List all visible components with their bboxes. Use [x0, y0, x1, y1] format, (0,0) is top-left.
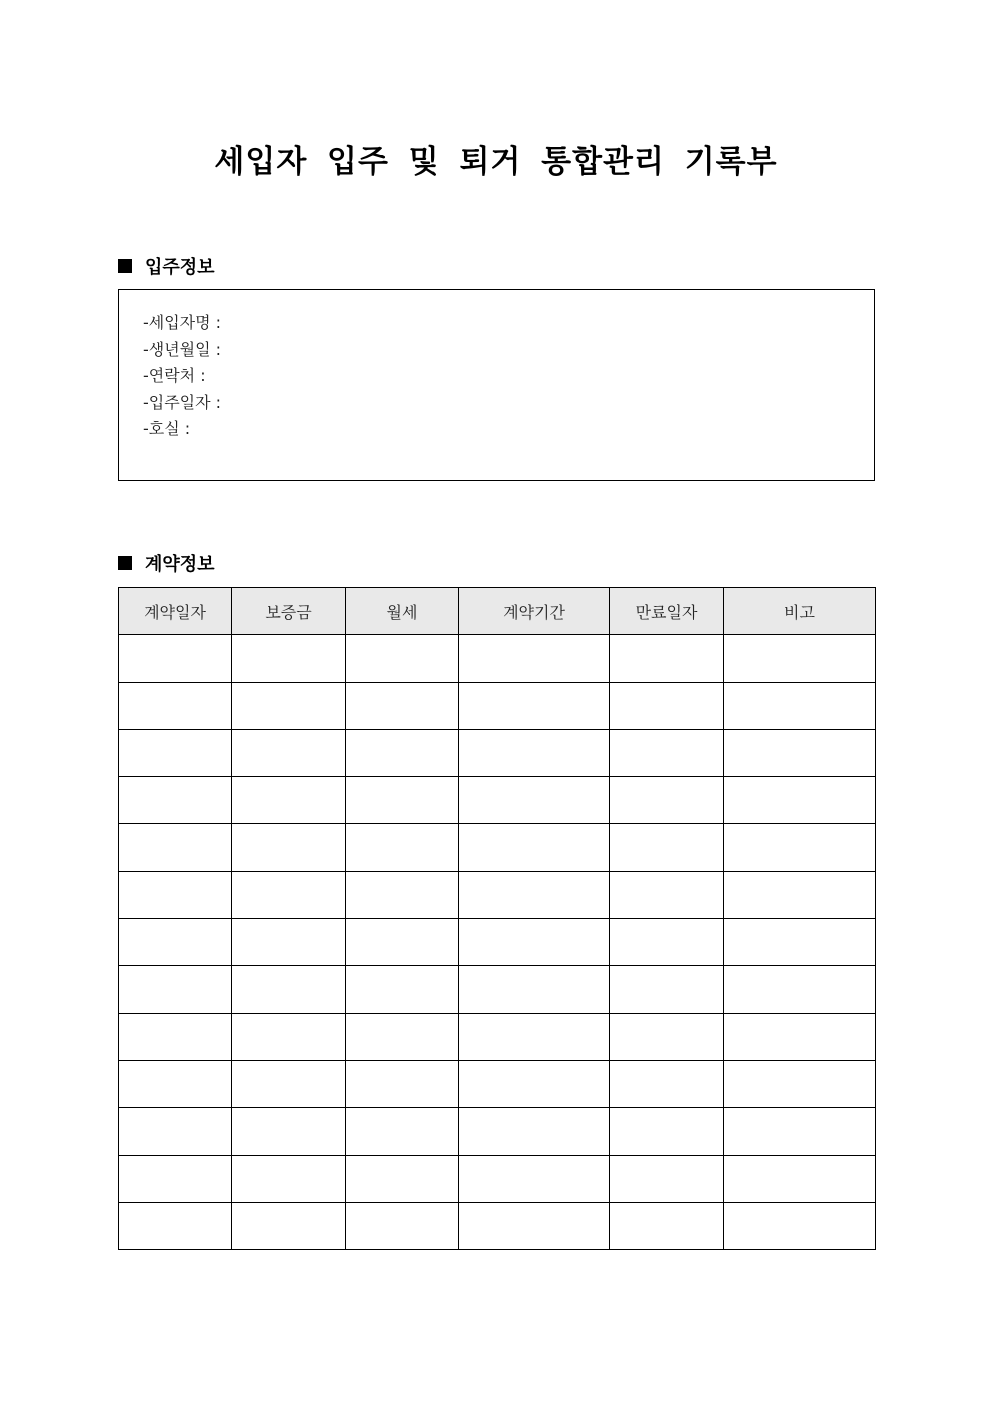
- move-in-info-box: [118, 289, 875, 481]
- table-row: [119, 1155, 876, 1202]
- column-header-remarks: 비고: [724, 588, 876, 635]
- contact-label: -연락처 :: [143, 366, 206, 385]
- table-row: [119, 824, 876, 871]
- table-row: [119, 1060, 876, 1107]
- cell-expiry-date[interactable]: [610, 635, 724, 682]
- birthdate-field[interactable]: [143, 337, 850, 364]
- square-bullet-icon: [118, 259, 132, 273]
- cell-deposit[interactable]: [232, 682, 346, 729]
- cell-expiry-date[interactable]: [610, 1013, 724, 1060]
- cell-contract-period[interactable]: [459, 1155, 610, 1202]
- cell-remarks[interactable]: [724, 1108, 876, 1155]
- column-header-contract-date: 계약일자: [119, 588, 232, 635]
- cell-expiry-date[interactable]: [610, 682, 724, 729]
- table-row: [119, 966, 876, 1013]
- cell-monthly-rent[interactable]: [346, 871, 459, 918]
- cell-contract-period[interactable]: [459, 777, 610, 824]
- table-row: [119, 871, 876, 918]
- cell-remarks[interactable]: [724, 729, 876, 776]
- cell-expiry-date[interactable]: [610, 966, 724, 1013]
- cell-deposit[interactable]: [232, 871, 346, 918]
- cell-remarks[interactable]: [724, 1013, 876, 1060]
- table-row: [119, 777, 876, 824]
- cell-contract-date[interactable]: [119, 919, 232, 966]
- cell-expiry-date[interactable]: [610, 1202, 724, 1249]
- tenant-name-label: -세입자명 :: [143, 313, 222, 332]
- cell-expiry-date[interactable]: [610, 919, 724, 966]
- cell-remarks[interactable]: [724, 824, 876, 871]
- cell-contract-period[interactable]: [459, 966, 610, 1013]
- table-row: [119, 729, 876, 776]
- cell-remarks[interactable]: [724, 871, 876, 918]
- column-header-contract-period: 계약기간: [459, 588, 610, 635]
- cell-monthly-rent[interactable]: [346, 1060, 459, 1107]
- cell-remarks[interactable]: [724, 635, 876, 682]
- cell-monthly-rent[interactable]: [346, 777, 459, 824]
- cell-monthly-rent[interactable]: [346, 635, 459, 682]
- cell-deposit[interactable]: [232, 1013, 346, 1060]
- cell-remarks[interactable]: [724, 1060, 876, 1107]
- cell-contract-date[interactable]: [119, 824, 232, 871]
- room-number-label: -호실 :: [143, 419, 191, 438]
- cell-monthly-rent[interactable]: [346, 966, 459, 1013]
- move-in-heading-label: 입주정보: [145, 257, 215, 278]
- contract-section-heading: [118, 550, 215, 576]
- cell-deposit[interactable]: [232, 1155, 346, 1202]
- cell-deposit[interactable]: [232, 966, 346, 1013]
- table-row: [119, 635, 876, 682]
- table-row: [119, 919, 876, 966]
- cell-contract-period[interactable]: [459, 1108, 610, 1155]
- cell-contract-date[interactable]: [119, 871, 232, 918]
- cell-remarks[interactable]: [724, 682, 876, 729]
- cell-monthly-rent[interactable]: [346, 1108, 459, 1155]
- table-row: [119, 1108, 876, 1155]
- cell-remarks[interactable]: [724, 1202, 876, 1249]
- cell-expiry-date[interactable]: [610, 1060, 724, 1107]
- square-bullet-icon: [118, 556, 132, 570]
- move-in-section-heading: [118, 253, 215, 279]
- cell-remarks[interactable]: [724, 1155, 876, 1202]
- cell-deposit[interactable]: [232, 1108, 346, 1155]
- table-row: [119, 1013, 876, 1060]
- move-in-date-label: -입주일자 :: [143, 392, 222, 412]
- contract-table-body: [119, 635, 876, 1250]
- cell-remarks[interactable]: [724, 777, 876, 824]
- cell-expiry-date[interactable]: [610, 729, 724, 776]
- cell-monthly-rent[interactable]: [346, 824, 459, 871]
- cell-monthly-rent[interactable]: [346, 919, 459, 966]
- cell-expiry-date[interactable]: [610, 871, 724, 918]
- contact-field[interactable]: [143, 363, 850, 390]
- cell-monthly-rent[interactable]: [346, 1013, 459, 1060]
- cell-deposit[interactable]: [232, 635, 346, 682]
- cell-monthly-rent[interactable]: [346, 1155, 459, 1202]
- move-in-date-field[interactable]: [143, 390, 850, 417]
- cell-deposit[interactable]: [232, 1202, 346, 1249]
- cell-contract-period[interactable]: [459, 1013, 610, 1060]
- cell-deposit[interactable]: [232, 777, 346, 824]
- cell-contract-date[interactable]: [119, 1108, 232, 1155]
- cell-contract-date[interactable]: [119, 966, 232, 1013]
- cell-monthly-rent[interactable]: [346, 682, 459, 729]
- room-number-field[interactable]: [143, 416, 850, 443]
- cell-contract-date[interactable]: [119, 682, 232, 729]
- cell-deposit[interactable]: [232, 919, 346, 966]
- cell-expiry-date[interactable]: [610, 1155, 724, 1202]
- cell-contract-period[interactable]: [459, 1060, 610, 1107]
- contract-heading-label: 계약정보: [145, 554, 215, 575]
- cell-contract-period[interactable]: [459, 682, 610, 729]
- contract-table: [118, 587, 876, 1250]
- cell-monthly-rent[interactable]: [346, 1202, 459, 1249]
- cell-contract-date[interactable]: [119, 1202, 232, 1249]
- cell-remarks[interactable]: [724, 966, 876, 1013]
- cell-contract-date[interactable]: [119, 1013, 232, 1060]
- table-row: [119, 682, 876, 729]
- cell-contract-date[interactable]: [119, 1060, 232, 1107]
- cell-deposit[interactable]: [232, 824, 346, 871]
- table-row: [119, 1202, 876, 1249]
- column-header-monthly-rent: 월세: [346, 588, 459, 635]
- cell-contract-date[interactable]: [119, 635, 232, 682]
- column-header-expiry-date: 만료일자: [610, 588, 724, 635]
- cell-contract-period[interactable]: [459, 919, 610, 966]
- cell-deposit[interactable]: [232, 1060, 346, 1107]
- cell-contract-period[interactable]: [459, 824, 610, 871]
- cell-remarks[interactable]: [724, 919, 876, 966]
- cell-expiry-date[interactable]: [610, 824, 724, 871]
- contract-table-header-row: [119, 588, 876, 635]
- cell-contract-period[interactable]: [459, 871, 610, 918]
- cell-contract-date[interactable]: [119, 1155, 232, 1202]
- tenant-name-field[interactable]: [143, 310, 850, 337]
- cell-contract-date[interactable]: [119, 777, 232, 824]
- cell-expiry-date[interactable]: [610, 1108, 724, 1155]
- cell-expiry-date[interactable]: [610, 777, 724, 824]
- cell-contract-date[interactable]: [119, 729, 232, 776]
- cell-contract-period[interactable]: [459, 1202, 610, 1249]
- cell-monthly-rent[interactable]: [346, 729, 459, 776]
- column-header-deposit: 보증금: [232, 588, 346, 635]
- birthdate-label: -생년월일 :: [143, 339, 222, 359]
- cell-contract-period[interactable]: [459, 729, 610, 776]
- cell-contract-period[interactable]: [459, 635, 610, 682]
- document-title: 세입자 입주 및 퇴거 통합관리 기록부: [214, 144, 778, 180]
- cell-deposit[interactable]: [232, 729, 346, 776]
